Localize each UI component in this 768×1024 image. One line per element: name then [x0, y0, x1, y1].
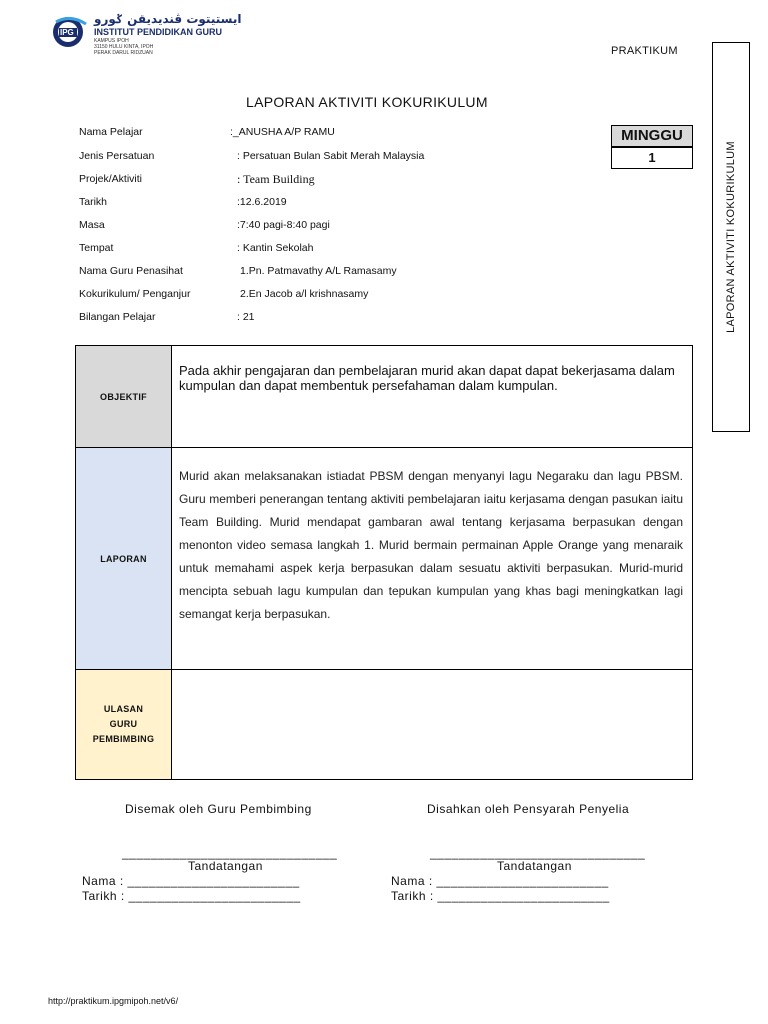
objektif-text: Pada akhir pengajaran dan pembelajaran murid akan dapat dapat bekerjasama dalam kumpulan dan dapat membentuk persefahaman dalam kumpulan. — [179, 363, 675, 393]
info-label-nama-pelajar: Nama Pelajar — [79, 126, 143, 138]
info-value-nama-pelajar: :_ANUSHA A/P RAMU — [230, 126, 335, 138]
info-label-tempat: Tempat — [79, 242, 114, 254]
side-label-box — [712, 42, 750, 432]
minggu-value: 1 — [648, 150, 656, 165]
info-value-masa: :7:40 pagi-8:40 pagi — [237, 219, 330, 231]
signature-right-tarikh: Tarikh : ________________________ — [391, 889, 610, 903]
logo-title: INSTITUT PENDIDIKAN GURU — [94, 27, 222, 37]
ulasan-label-line-2: GURU — [109, 719, 138, 729]
signature-left-tarikh: Tarikh : ________________________ — [82, 889, 301, 903]
logo-line-1: KAMPUS IPOH — [94, 38, 129, 44]
signature-left-nama: Nama : ________________________ — [82, 874, 300, 888]
signature-left-line: ______________________________ — [122, 846, 338, 860]
laporan-text: Murid akan melaksanakan istiadat PBSM dengan menyanyi lagu Negaraku dan lagu PBSM. Guru memberi penerangan tentang aktiviti pembelajaran iaitu kerjasama dengan pasukan iaitu Team Building. Murid mendapat gambaran awal tentang kerjasama berpasukan dengan menonton video semasa langkah 1. Murid bermain permainan Apple Orange yang menaraik untuk memahami aspek kerja berpasukan dalam sesuatu aktiviti berpasukan. Murid-murid mencipta sebuah lagu kumpulan dan tepukan kumpulan yang khas bagi meningkatkan lagi semangat kerja berpasukan. — [179, 469, 683, 621]
objektif-row — [76, 346, 693, 448]
laporan-label: LAPORAN — [76, 448, 172, 670]
laporan-row — [76, 448, 693, 670]
info-label-projek: Projek/Aktiviti — [79, 173, 143, 185]
footer-url[interactable]: http://praktikum.ipgmipoh.net/v6/ — [48, 996, 179, 1006]
ulasan-label — [76, 670, 172, 780]
info-value-bilangan-pelajar: : 21 — [237, 311, 255, 323]
signature-right-tandatangan: Tandatangan — [497, 859, 572, 873]
signature-right-heading: Disahkan oleh Pensyarah Penyelia — [427, 802, 630, 816]
signature-right-line: ______________________________ — [430, 846, 646, 860]
info-label-penganjur: Kokurikulum/ Penganjur — [79, 288, 191, 300]
ulasan-row — [76, 670, 693, 780]
info-label-jenis-persatuan: Jenis Persatuan — [79, 150, 155, 162]
logo-line-2: 31150 HULU KINTA, IPOH — [94, 44, 154, 50]
signature-left-heading: Disemak oleh Guru Pembimbing — [125, 802, 312, 816]
info-value-penganjur: 2.En Jacob a/l krishnasamy — [240, 288, 369, 300]
info-label-tarikh: Tarikh — [79, 196, 108, 208]
objektif-cell — [172, 346, 693, 448]
ulasan-cell[interactable] — [172, 670, 693, 780]
ulasan-label-line-3: PEMBIMBING — [92, 734, 155, 744]
page-title: LAPORAN AKTIVITI KOKURIKULUM — [246, 94, 488, 110]
info-label-bilangan-pelajar: Bilangan Pelajar — [79, 311, 156, 323]
praktikum-label: PRAKTIKUM — [611, 45, 678, 57]
objektif-label: OBJEKTIF — [76, 346, 172, 448]
signature-right-nama: Nama : ________________________ — [391, 874, 609, 888]
ulasan-label-line-1: ULASAN — [103, 704, 144, 714]
info-label-masa: Masa — [79, 219, 105, 231]
minggu-label: MINGGU — [612, 126, 692, 148]
info-value-tempat: : Kantin Sekolah — [237, 242, 314, 254]
info-label-guru-penasihat: Nama Guru Penasihat — [79, 265, 183, 277]
logo-arabic-text: ايستيتوت ڤنديديقن ݢورو — [94, 12, 242, 26]
logo-badge: IPG — [60, 28, 74, 37]
info-value-tarikh: :12.6.2019 — [237, 196, 287, 208]
report-table — [75, 345, 693, 780]
info-value-jenis-persatuan: : Persatuan Bulan Sabit Merah Malaysia — [237, 150, 425, 162]
logo-line-3: PERAK DARUL RIDZUAN — [94, 50, 153, 56]
side-label: LAPORAN AKTIVITI KOKURIKULUM — [725, 141, 737, 333]
ipg-logo — [50, 14, 90, 48]
info-value-projek: : Team Building — [237, 172, 315, 186]
info-value-guru-penasihat: 1.Pn. Patmavathy A/L Ramasamy — [240, 265, 397, 277]
laporan-cell — [172, 448, 693, 670]
minggu-box — [611, 125, 693, 169]
signature-left-tandatangan: Tandatangan — [188, 859, 263, 873]
